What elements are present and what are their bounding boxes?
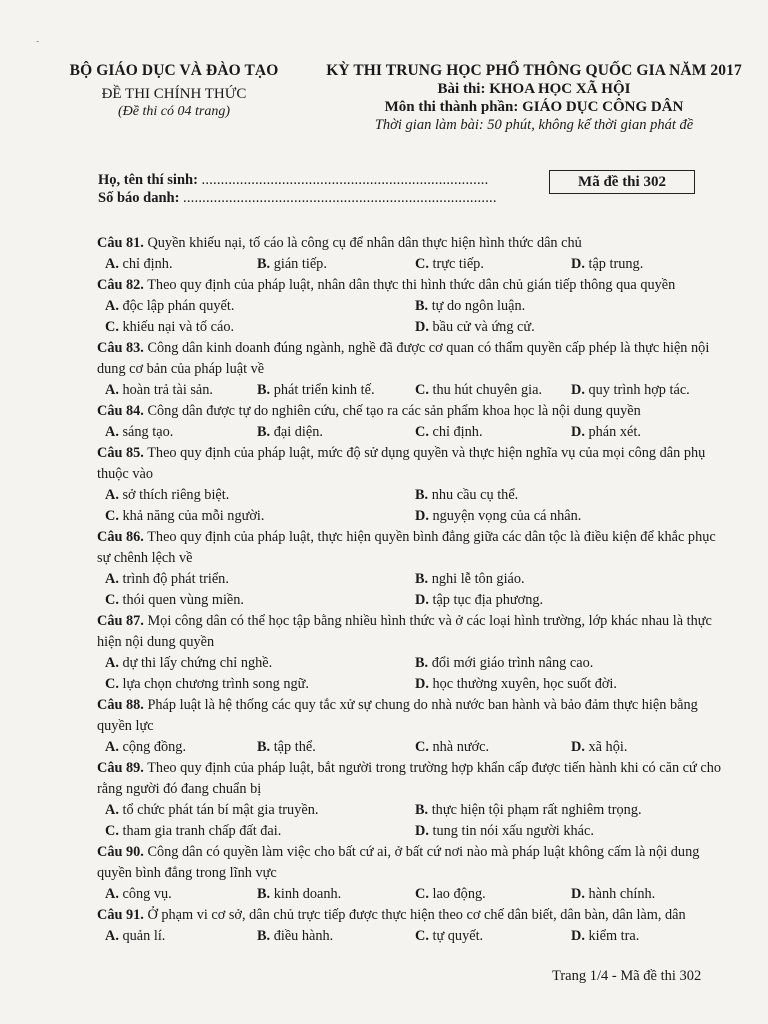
option-letter: D. [415,676,429,692]
answer-option [415,380,542,401]
option-letter: A. [105,928,119,944]
option-letter: D. [571,256,585,272]
question-text [97,527,727,569]
question-body: Công dân được tự do nghiên cứu, chế tạo ra các sản phẩm khoa học là nội dung quyền [147,403,641,419]
options-row [97,422,727,443]
answer-option [105,380,213,401]
option-letter: A. [105,298,119,314]
option-text: lao động. [432,886,486,902]
option-letter: B. [415,298,429,314]
answer-option [105,485,229,506]
option-letter: C. [415,928,429,944]
answer-option [571,926,639,947]
answer-option [105,737,186,758]
question-text [97,758,727,800]
option-text: tự quyết. [432,928,484,944]
option-text: khả năng của mỗi người. [122,508,265,524]
question-body: Công dân có quyền làm việc cho bất cứ ai, ở bất cứ nơi nào mà pháp luật không cấm là nội dung quyền bình đẳng trong lĩnh vực [97,844,700,881]
option-letter: C. [415,382,429,398]
question-body: Mọi công dân có thể học tập bằng nhiều hình thức và ở các loại hình trường, lớp khác nhau là thực hiện nội dung quyền [97,613,712,650]
answer-option [257,254,327,275]
candidate-name-label: Họ, tên thí sinh: [98,172,198,188]
answer-option [105,674,309,695]
options-row [97,800,727,821]
option-text: kinh doanh. [273,886,342,902]
question-text [97,338,727,380]
options-row [97,317,727,338]
option-letter: B. [415,487,429,503]
answer-option [415,317,535,338]
option-letter: A. [105,256,119,272]
answer-option [105,800,318,821]
options-row [97,737,727,758]
question-number: Câu 87. [97,613,144,629]
option-text: kiểm tra. [588,928,640,944]
option-letter: C. [105,676,119,692]
header-left [62,62,286,120]
answer-option [105,821,281,842]
official-label: ĐỀ THI CHÍNH THỨC [101,86,247,102]
question-item [97,338,727,401]
option-text: nhà nước. [432,739,490,755]
option-letter: C. [415,424,429,440]
options-row [97,590,727,611]
scan-mark: - [36,36,40,47]
option-letter: D. [415,592,429,608]
question-body: Ở phạm vi cơ sở, dân chủ trực tiếp được thực hiện theo cơ chế dân biết, dân bàn, dân làm, dân [147,907,686,923]
question-text [97,611,727,653]
options-row [97,296,727,317]
answer-option [571,884,655,905]
option-letter: A. [105,487,119,503]
question-number: Câu 82. [97,277,144,293]
options-row [97,380,727,401]
question-number: Câu 83. [97,340,144,356]
option-text: tập tục địa phương. [432,592,544,608]
option-text: hành chính. [588,886,656,902]
option-text: nguyện vọng của cá nhân. [432,508,582,524]
exam-title: KỲ THI TRUNG HỌC PHỔ THÔNG QUỐC GIA NĂM 2017 [326,62,742,79]
option-letter: B. [415,655,429,671]
answer-option [415,800,642,821]
candidate-id-label: Số báo danh: [98,190,180,206]
option-text: nhu cầu cụ thể. [431,487,519,503]
question-body: Theo quy định của pháp luật, mức độ sử dụng quyền và thực hiện nghĩa vụ của mọi công dân phụ thuộc vào [97,445,706,482]
option-letter: D. [571,928,585,944]
answer-option [571,422,641,443]
answer-option [415,254,484,275]
header-right [318,62,750,134]
question-number: Câu 89. [97,760,144,776]
option-letter: C. [105,319,119,335]
option-text: lựa chọn chương trình song ngữ. [122,676,309,692]
candidate-id-row [98,190,497,208]
answer-option [257,884,341,905]
question-body: Quyền khiếu nại, tố cáo là công cụ để nhân dân thực hiện hình thức dân chủ [147,235,582,251]
ministry-name: BỘ GIÁO DỤC VÀ ĐÀO TẠO [69,62,279,79]
option-text: cộng đồng. [122,739,187,755]
option-letter: D. [571,424,585,440]
option-letter: A. [105,886,119,902]
options-row [97,569,727,590]
question-body: Pháp luật là hệ thống các quy tắc xử sự chung do nhà nước ban hành và bảo đảm thực hiện bằng quyền lực [97,697,698,734]
answer-option [105,254,173,275]
question-item [97,842,727,905]
option-text: sở thích riêng biệt. [122,487,230,503]
option-text: chỉ định. [122,256,173,272]
option-letter: C. [105,508,119,524]
option-text: tập thể. [273,739,316,755]
page-count-note: (Đề thi có 04 trang) [118,104,230,119]
question-item [97,905,727,947]
option-text: xã hội. [588,739,628,755]
option-text: hoàn trả tài sản. [122,382,213,398]
option-text: độc lập phán quyết. [122,298,235,314]
options-row [97,926,727,947]
candidate-id-field: .................................................................................. [183,190,497,206]
option-letter: B. [257,424,271,440]
options-row [97,821,727,842]
question-item [97,401,727,443]
answer-option [257,380,375,401]
option-letter: D. [415,508,429,524]
option-letter: A. [105,802,119,818]
question-body: Theo quy định của pháp luật, bắt người trong trường hợp khẩn cấp được tiến hành khi có căn cứ cho rằng người đó đang chuẩn bị [97,760,721,797]
option-letter: A. [105,739,119,755]
answer-option [415,821,594,842]
answer-option [415,296,525,317]
question-text [97,275,727,296]
option-letter: C. [105,823,119,839]
option-text: tự do ngôn luận. [431,298,526,314]
option-text: đại diện. [273,424,323,440]
answer-option [415,569,525,590]
option-text: tổ chức phát tán bí mật gia truyền. [122,802,319,818]
option-letter: A. [105,424,119,440]
answer-option [105,569,229,590]
option-letter: A. [105,382,119,398]
question-text [97,842,727,884]
question-list [97,233,727,947]
question-number: Câu 90. [97,844,144,860]
options-row [97,674,727,695]
answer-option [415,590,543,611]
option-text: công vụ. [122,886,172,902]
question-number: Câu 91. [97,907,144,923]
candidate-name-field: ........................................................................... [201,172,489,188]
options-row [97,485,727,506]
question-number: Câu 86. [97,529,144,545]
option-text: điều hành. [273,928,334,944]
option-letter: B. [257,256,271,272]
answer-option [257,422,323,443]
option-text: tung tin nói xấu người khác. [432,823,594,839]
answer-option [105,422,173,443]
answer-option [571,254,643,275]
option-text: quản lí. [122,928,166,944]
option-text: thói quen vùng miền. [122,592,244,608]
options-row [97,254,727,275]
question-text [97,695,727,737]
answer-option [105,926,165,947]
option-letter: D. [571,739,585,755]
page-footer: Trang 1/4 - Mã đề thi 302 [552,968,702,984]
question-item [97,611,727,695]
question-number: Câu 85. [97,445,144,461]
question-body: Theo quy định của pháp luật, thực hiện quyền bình đẳng giữa các dân tộc là điều kiện để khắc phục sự chênh lệch về [97,529,716,566]
option-text: quy trình hợp tác. [588,382,690,398]
option-text: gián tiếp. [273,256,327,272]
candidate-name-row [98,172,497,190]
answer-option [415,926,483,947]
answer-option [105,317,234,338]
option-letter: B. [257,886,271,902]
paper-name: Bài thi: KHOA HỌC XÃ HỘI [437,81,631,97]
option-letter: A. [105,655,119,671]
option-letter: B. [257,382,271,398]
question-text [97,443,727,485]
answer-option [415,674,617,695]
option-text: phát triển kinh tế. [273,382,375,398]
option-text: trình độ phát triển. [122,571,229,587]
option-letter: D. [415,319,429,335]
question-item [97,758,727,842]
option-text: thu hút chuyên gia. [432,382,543,398]
option-text: dự thi lấy chứng chỉ nghề. [122,655,273,671]
options-row [97,884,727,905]
question-body: Theo quy định của pháp luật, nhân dân thực thi hình thức dân chủ gián tiếp thông qua quyền [147,277,676,293]
answer-option [571,737,627,758]
option-text: tập trung. [588,256,644,272]
option-text: bầu cử và ứng cử. [432,319,535,335]
question-number: Câu 84. [97,403,144,419]
option-text: đổi mới giáo trình nâng cao. [431,655,594,671]
option-text: tham gia tranh chấp đất đai. [122,823,282,839]
answer-option [105,590,244,611]
option-letter: B. [415,571,429,587]
answer-option [415,422,483,443]
question-number: Câu 88. [97,697,144,713]
answer-option [105,506,264,527]
option-letter: B. [257,739,271,755]
question-text [97,233,727,254]
question-item [97,695,727,758]
time-note: Thời gian làm bài: 50 phút, không kể thời gian phát đề [374,117,694,133]
options-row [97,653,727,674]
answer-option [105,884,172,905]
option-letter: D. [571,382,585,398]
answer-option [257,926,333,947]
option-text: chỉ định. [432,424,483,440]
answer-option [415,884,486,905]
question-text [97,401,727,422]
option-text: học thường xuyên, học suốt đời. [432,676,617,692]
option-letter: C. [415,739,429,755]
option-letter: A. [105,571,119,587]
exam-code-box: Mã đề thi 302 [549,170,695,194]
answer-option [415,737,489,758]
question-text [97,905,727,926]
answer-option [105,296,234,317]
candidate-info [98,172,497,208]
question-body: Công dân kinh doanh đúng ngành, nghề đã được cơ quan có thẩm quyền cấp phép là thực hiện nội dung cơ bản của pháp luật về [97,340,710,377]
option-text: trực tiếp. [432,256,484,272]
answer-option [257,737,316,758]
option-text: sáng tạo. [122,424,174,440]
question-item [97,527,727,611]
question-item [97,275,727,338]
options-row [97,506,727,527]
question-number: Câu 81. [97,235,144,251]
answer-option [105,653,272,674]
option-letter: C. [105,592,119,608]
option-letter: D. [415,823,429,839]
option-text: khiếu nại và tố cáo. [122,319,235,335]
option-letter: D. [571,886,585,902]
option-text: phán xét. [588,424,641,440]
answer-option [571,380,690,401]
option-text: thực hiện tội phạm rất nghiêm trọng. [431,802,642,818]
question-item [97,233,727,275]
option-letter: B. [415,802,429,818]
answer-option [415,653,593,674]
option-letter: B. [257,928,271,944]
option-letter: C. [415,256,429,272]
option-text: nghi lễ tôn giáo. [431,571,525,587]
answer-option [415,506,581,527]
option-letter: C. [415,886,429,902]
answer-option [415,485,518,506]
question-item [97,443,727,527]
subject-name: Môn thi thành phần: GIÁO DỤC CÔNG DÂN [384,99,684,115]
